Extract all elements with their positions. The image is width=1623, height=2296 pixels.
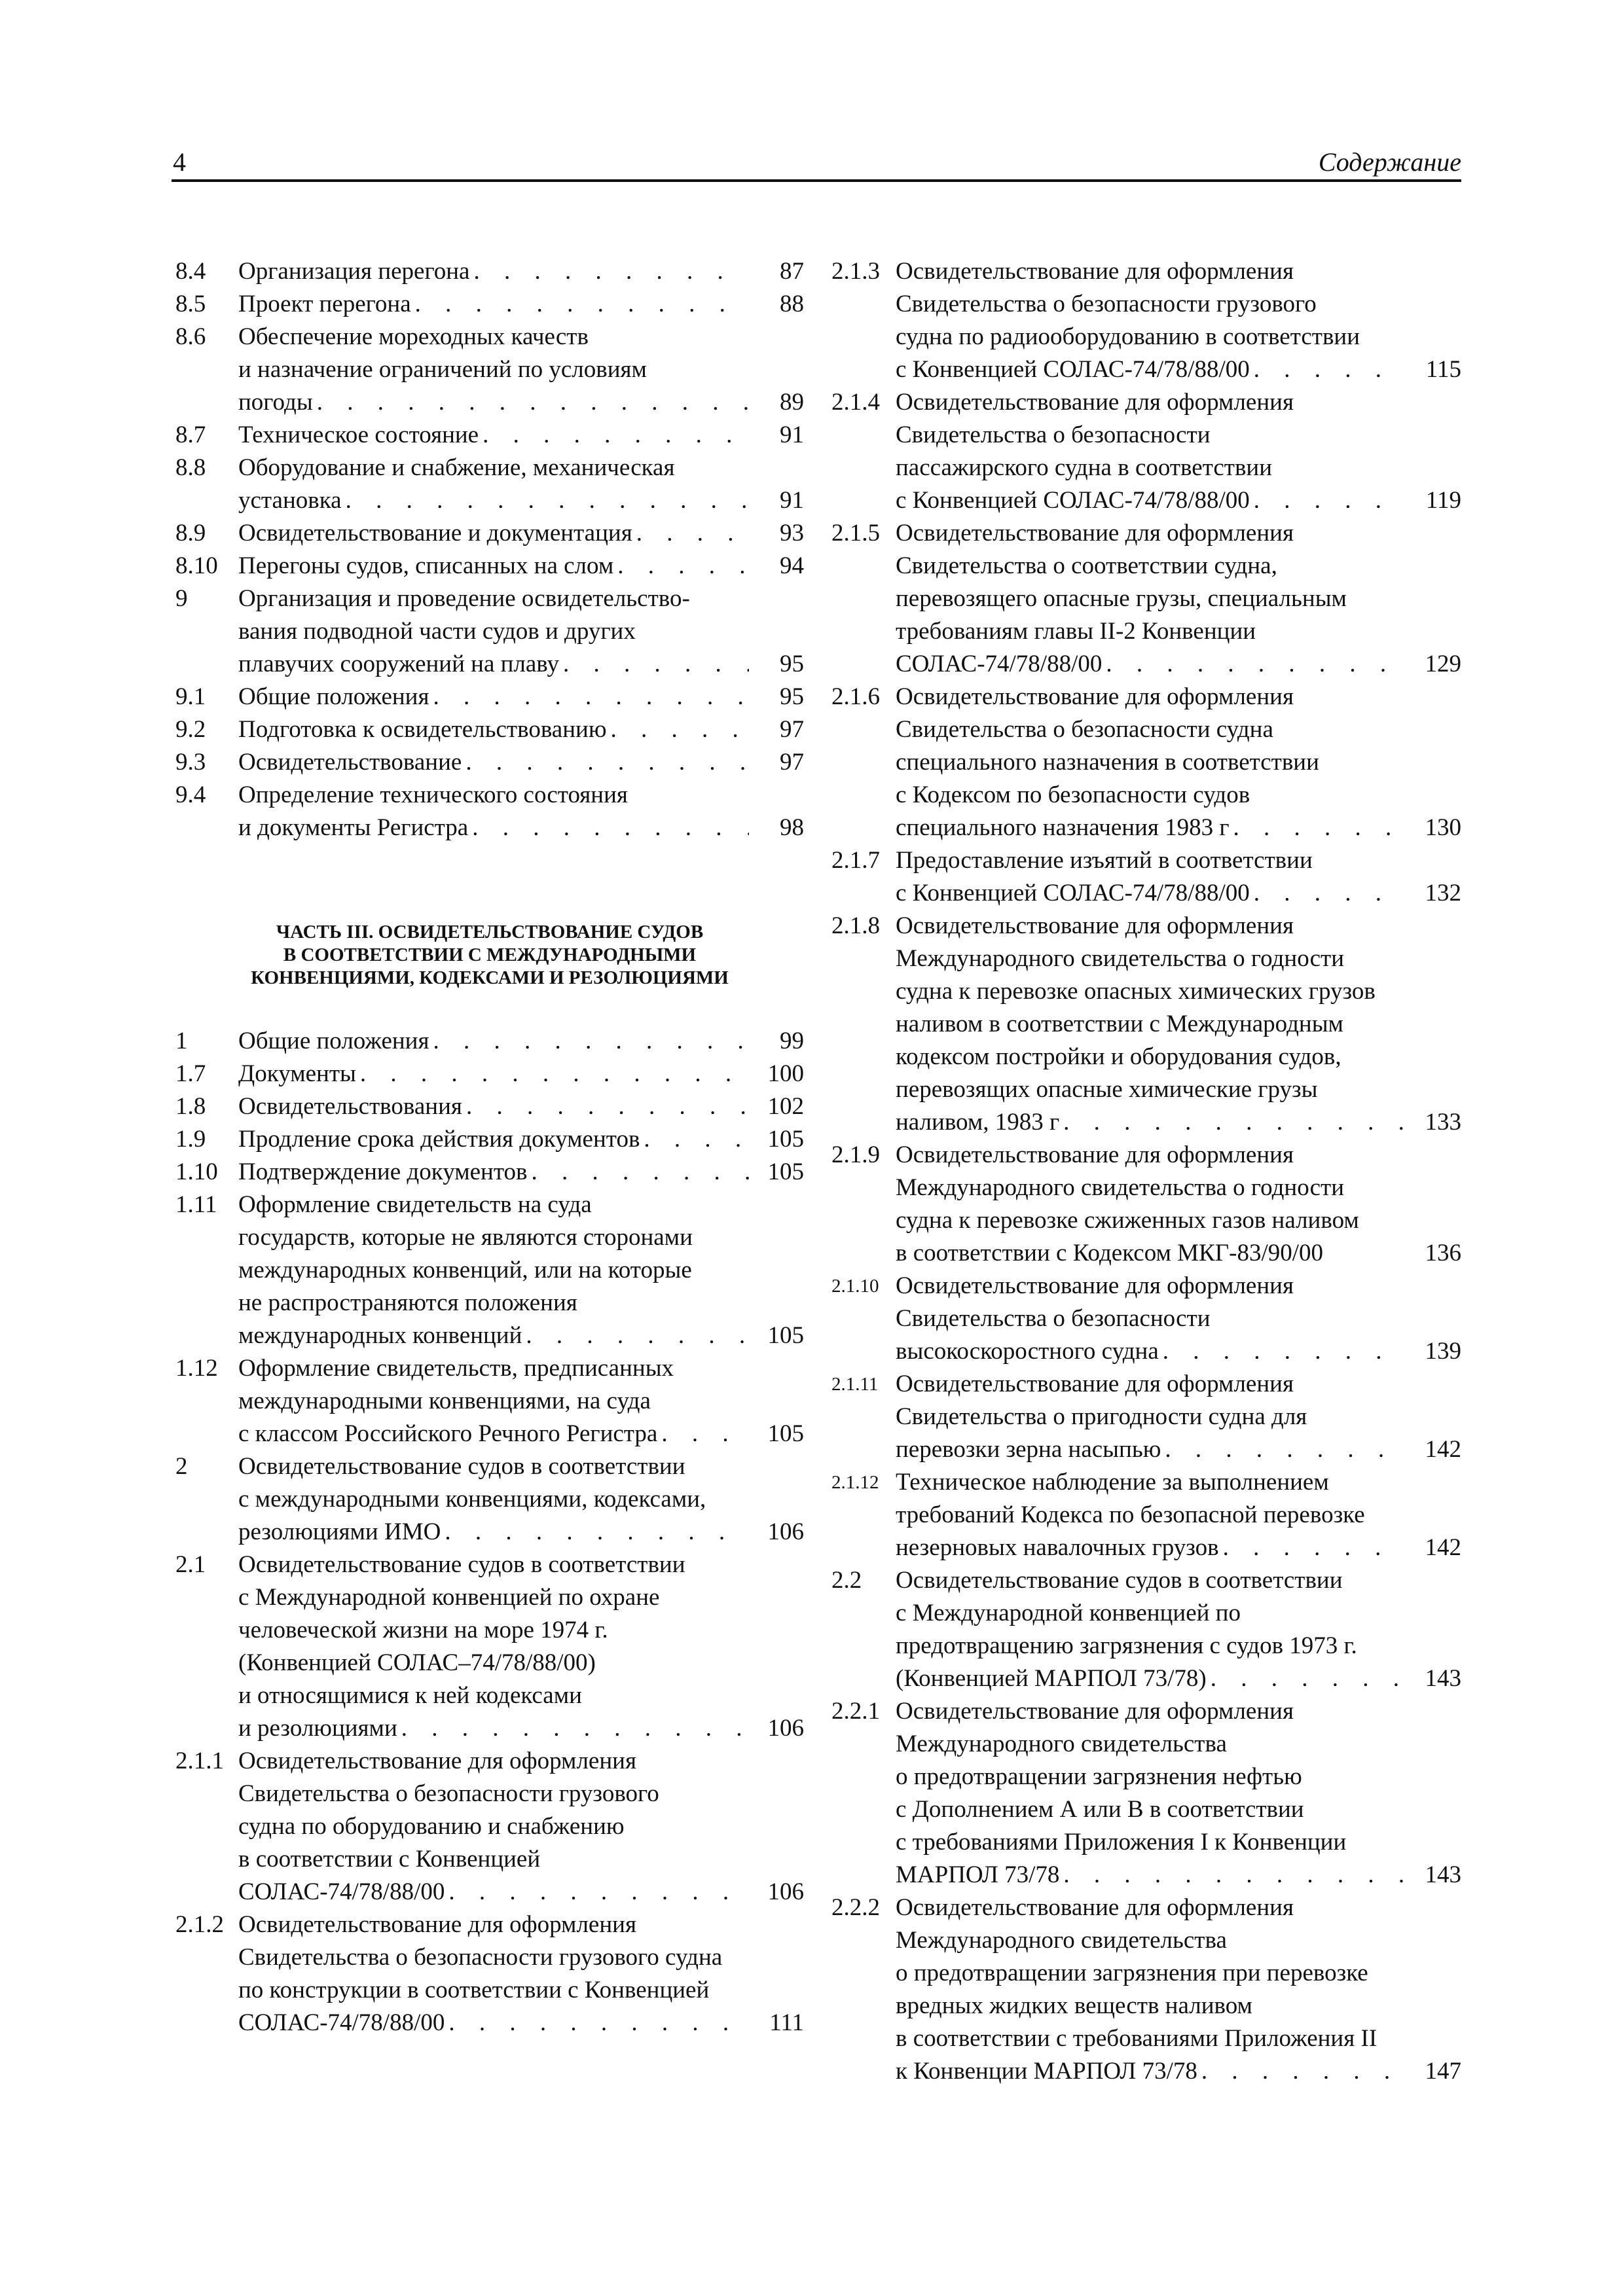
entry-number: 9 [175,585,188,612]
dot-leader [1102,648,1406,681]
entry-number: 8.8 [175,454,206,481]
toc-entry[interactable] [831,1564,1461,1695]
entry-number: 8.4 [175,258,206,285]
page-ref: 95 [780,651,804,677]
entry-title-line: Обеспечение мореходных качеств [238,323,589,350]
entry-title [238,1058,804,1090]
toc-entry[interactable] [831,910,1461,1139]
part-title-line: КОНВЕНЦИЯМИ, КОДЕКСАМИ И РЕЗОЛЮЦИЯМИ [251,967,729,988]
entry-number: 8.6 [175,323,206,350]
entry-title [238,1025,804,1058]
page-ref: 119 [1425,487,1461,514]
entry-title [238,1549,804,1745]
dot-leader [1250,877,1406,910]
entry-title [238,288,804,321]
entry-number: 2 [175,1453,188,1480]
dot-leader [397,1712,749,1745]
toc-entry[interactable] [175,1123,804,1156]
entry-title [896,1139,1461,1270]
dot-leader [606,713,749,746]
toc-left-column [175,255,804,2039]
entry-title-line: международных конвенций, или на которые [238,1257,692,1283]
toc-entry[interactable] [175,1156,804,1189]
entry-title [238,1156,804,1189]
page-ref: 97 [780,716,804,743]
entry-title-line: о предотвращении загрязнения нефтью [896,1763,1302,1790]
dot-leader [657,1418,749,1450]
entry-title-line: и документы Регистра [238,814,469,841]
entry-title-line: Освидетельствование [238,749,462,776]
dot-leader [640,1123,749,1156]
part-title [175,921,804,990]
entry-title [896,517,1461,681]
entry-title-line: Свидетельства о безопасности грузового [896,291,1317,317]
page-ref: 89 [780,389,804,416]
toc-entry[interactable] [831,1695,1461,1892]
entry-title-line: судна по радиооборудованию в соответствии [896,323,1360,350]
entry-title-line: Освидетельствование для оформления [896,258,1294,285]
entry-title [238,746,804,779]
entry-title-line: Освидетельствование для оформления [896,520,1294,547]
entry-title-line: специального назначения в соответствии [896,749,1319,776]
part-title-line: ЧАСТЬ III. ОСВИДЕТЕЛЬСТВОВАНИЕ СУДОВ [276,922,704,942]
entry-title [896,910,1461,1139]
entry-title-line: Документы [238,1060,356,1087]
entry-title-line: СОЛАС-74/78/88/00 [238,2009,445,2036]
entry-title-line: в соответствии с Конвенцией [238,1846,541,1873]
entry-title-line: установка [238,487,342,514]
page-ref: 95 [780,683,804,710]
entry-number: 1.9 [175,1126,206,1153]
entry-title-line: Освидетельствование для оформления [896,389,1294,416]
entry-title-line: судна к перевозке опасных химических грузов [896,978,1376,1005]
dot-leader [462,1090,749,1123]
entry-title-line: государств, которые не являются сторонами [238,1224,693,1251]
entry-title-line: Освидетельствование судов в соответствии [238,1453,685,1480]
toc-entry[interactable] [831,844,1461,910]
entry-title-line: Организация и проведение освидетельство- [238,585,690,612]
entry-title [896,681,1461,844]
entry-title-line: предотвращению загрязнения с судов 1973 г. [896,1632,1357,1659]
entry-title-line: Освидетельствования [238,1093,462,1120]
page-ref: 91 [780,487,804,514]
entry-title-line: Перегоны судов, списанных на слом [238,552,614,579]
entry-title [238,419,804,452]
dot-leader [559,648,749,681]
entry-number: 2.1.1 [175,1748,224,1774]
page-ref: 147 [1425,2058,1461,2085]
entry-number: 1 [175,1028,188,1054]
toc-entry[interactable] [175,746,804,779]
page-ref: 143 [1425,1665,1461,1692]
toc-entry[interactable] [175,1745,804,1909]
entry-title-line: Проект перегона [238,291,411,317]
page-ref: 133 [1425,1109,1461,1136]
entry-title [238,681,804,713]
toc-entry[interactable] [831,1270,1461,1368]
entry-title-line: вания подводной части судов и других [238,618,636,645]
entry-title-line: Предоставление изъятий в соответствии [896,847,1313,874]
toc-entry[interactable] [175,681,804,713]
toc-entry[interactable] [175,1025,804,1058]
toc-group-part-three [175,1025,804,2039]
entry-title-line: Освидетельствование для оформления [896,1371,1294,1397]
entry-title-line: Определение технического состояния [238,781,628,808]
entry-title-line: к Конвенции МАРПОЛ 73/78 [896,2058,1197,2085]
toc-entry[interactable] [175,1352,804,1450]
entry-title-line: с Дополнением А или В в соответствии [896,1796,1304,1823]
entry-title-line: человеческой жизни на море 1974 г. [238,1617,608,1643]
toc-entry[interactable] [175,1090,804,1123]
entry-title-line: с классом Российского Речного Регистра [238,1420,658,1447]
entry-number: 1.12 [175,1355,218,1382]
dot-leader [445,2007,749,2039]
toc-entry[interactable] [175,288,804,321]
dot-leader [522,1319,749,1352]
entry-title-line: резолюциями ИМО [238,1518,441,1545]
toc-entry[interactable] [175,1450,804,1549]
entry-title-line: Техническое наблюдение за выполнением [896,1469,1329,1496]
dot-leader [469,255,749,288]
toc-entry[interactable] [831,1892,1461,2088]
entry-number: 2.1.2 [175,1911,224,1938]
entry-title-line: СОЛАС-74/78/88/00 [896,651,1103,677]
entry-title-line: Продление срока действия документов [238,1126,640,1153]
entry-number: 2.1.6 [831,683,880,710]
entry-title [238,517,804,550]
page-ref: 130 [1425,814,1461,841]
entry-title-line: (Конвенцией МАРПОЛ 73/78) [896,1665,1207,1692]
entry-title-line: Освидетельствование для оформления [896,1894,1294,1921]
dot-leader [632,517,749,550]
entry-title-line: международными конвенциями, на суда [238,1388,651,1414]
entry-title-line: Свидетельства о безопасности грузового судна [238,1944,723,1971]
entry-title-line: в соответствии с требованиями Приложения II [896,2025,1377,2052]
dot-leader [1197,2055,1406,2088]
entry-title-line: Общие положения [238,683,429,710]
dot-leader [468,812,749,844]
dot-leader [1250,353,1406,386]
dot-leader [462,746,749,779]
entry-number: 1.8 [175,1093,206,1120]
entry-title-line: по конструкции в соответствии с Конвенцией [238,1977,710,2003]
entry-title-line: СОЛАС-74/78/88/00 [238,1878,445,1905]
entry-title [896,844,1461,910]
dot-leader [613,550,749,583]
dot-leader [1250,484,1406,517]
dot-leader [1059,1859,1406,1892]
dot-leader [411,288,749,321]
toc-entry[interactable] [175,517,804,550]
entry-title-line: высокоскоростного судна [896,1338,1159,1365]
entry-title [238,550,804,583]
dot-leader [441,1516,749,1549]
entry-title-line: и назначение ограничений по условиям [238,356,647,383]
dot-leader [429,1025,749,1058]
dot-leader [528,1156,750,1189]
entry-number: 2.1.12 [831,1472,879,1493]
dot-leader [1230,812,1406,844]
entry-title [238,779,804,844]
entry-title-line: наливом, 1983 г [896,1109,1060,1136]
entry-title-line: международных конвенций [238,1322,522,1349]
entry-title [238,452,804,517]
page-ref: 105 [767,1322,804,1349]
entry-number: 2.2.1 [831,1698,880,1725]
entry-title [238,713,804,746]
entry-title [238,1745,804,1909]
page-ref: 142 [1425,1534,1461,1561]
entry-title [896,1270,1461,1368]
entry-title-line: Свидетельства о пригодности судна для [896,1403,1307,1430]
entry-number: 2.1.8 [831,912,880,939]
entry-title-line: Освидетельствование для оформления [896,912,1294,939]
entry-title-line: незерновых навалочных грузов [896,1534,1219,1561]
entry-number: 2.1.9 [831,1141,880,1168]
toc-group-right [831,255,1461,2088]
entry-title-line: Техническое состояние [238,422,479,448]
entry-title [238,1450,804,1549]
dot-leader [342,484,749,517]
page-ref: 97 [780,749,804,776]
toc-entry[interactable] [175,419,804,452]
entry-title [238,1090,804,1123]
entry-title-line: Освидетельствование для оформления [238,1911,636,1938]
page-ref: 139 [1425,1338,1461,1365]
entry-title-line: перевозки зерна насыпью [896,1436,1161,1463]
entry-title-line: специального назначения 1983 г [896,814,1230,841]
dot-leader [356,1058,749,1090]
entry-title [238,321,804,419]
entry-title-line: МАРПОЛ 73/78 [896,1861,1060,1888]
entry-number: 1.10 [175,1158,218,1185]
entry-title-line: кодексом постройки и оборудования судов, [896,1043,1341,1070]
dot-leader [445,1876,749,1909]
toc-entry[interactable] [175,583,804,681]
page-ref: 132 [1425,880,1461,906]
entry-title [238,1189,804,1352]
toc-entry[interactable] [831,386,1461,517]
running-title: Содержание [1318,147,1461,177]
page-ref: 129 [1425,651,1461,677]
entry-title-line: Свидетельства о соответствии судна, [896,552,1277,579]
entry-title-line: перевозящих опасные химические грузы [896,1076,1318,1103]
entry-number: 9.4 [175,781,206,808]
page-ref: 87 [780,258,804,285]
entry-title [896,255,1461,386]
entry-title [896,1466,1461,1564]
entry-title-line: Подтверждение документов [238,1158,528,1185]
entry-title-line: Освидетельствование для оформления [238,1748,636,1774]
page-ref: 98 [780,814,804,841]
entry-number: 2.1.10 [831,1276,879,1297]
entry-title-line: и резолюциями [238,1715,397,1742]
toc-entry[interactable] [831,1139,1461,1270]
entry-title-line: Международного свидетельства [896,1927,1227,1954]
page-ref: 106 [767,1878,804,1905]
entry-number: 8.9 [175,520,206,547]
entry-title-line: Международного свидетельства о годности [896,1174,1345,1201]
entry-number: 9.2 [175,716,206,743]
entry-title-line: Освидетельствование для оформления [896,683,1294,710]
entry-title-line: плавучих сооружений на плаву [238,651,560,677]
entry-title-line: судна по оборудованию и снабжению [238,1813,625,1840]
entry-title-line: Оформление свидетельств, предписанных [238,1355,674,1382]
toc-entry[interactable] [831,1466,1461,1564]
toc-right-column [831,255,1461,2088]
entry-title-line: требований Кодекса по безопасной перевозке [896,1501,1365,1528]
entry-title-line: вредных жидких веществ наливом [896,1992,1252,2019]
entry-title-line: Свидетельства о безопасности судна [896,716,1273,743]
dot-leader [1207,1662,1406,1695]
page-number: 4 [173,147,186,177]
entry-title [238,255,804,288]
entry-number: 8.10 [175,552,218,579]
entry-title-line: с международными конвенциями, кодексами, [238,1486,706,1513]
entry-title [896,1368,1461,1466]
toc-entry[interactable] [175,779,804,844]
dot-leader [1219,1532,1406,1564]
entry-title-line: с Международной конвенцией по охране [238,1584,660,1611]
entry-title [238,1123,804,1156]
entry-title-line: с Международной конвенцией по [896,1600,1241,1626]
entry-title-line: с требованиями Приложения I к Конвенции [896,1829,1347,1856]
entry-title-line: с Кодексом по безопасности судов [896,781,1250,808]
entry-title-line: Освидетельствование судов в соответствии [896,1567,1343,1594]
entry-title-line: пассажирского судна в соответствии [896,454,1273,481]
page-ref: 143 [1425,1861,1461,1888]
entry-title-line: Освидетельствование для оформления [896,1141,1294,1168]
entry-number: 8.5 [175,291,206,317]
entry-title-line: Международного свидетельства о годности [896,945,1345,972]
page-ref: 88 [780,291,804,317]
page-ref: 105 [767,1420,804,1447]
entry-title-line: погоды [238,389,313,416]
entry-title-line: Оборудование и снабжение, механическая [238,454,675,481]
entry-title [238,583,804,681]
toc-entry[interactable] [175,452,804,517]
entry-number: 2.2.2 [831,1894,880,1921]
entry-title-line: Оформление свидетельств на суда [238,1191,592,1218]
toc-entry[interactable] [175,1909,804,2039]
toc-entry[interactable] [175,713,804,746]
page-ref: 93 [780,520,804,547]
toc-entry[interactable] [831,255,1461,386]
page-header [172,145,1461,182]
entry-number: 9.1 [175,683,206,710]
entry-title-line: (Конвенцией СОЛАС–74/78/88/00) [238,1649,596,1676]
toc-entry[interactable] [175,1058,804,1090]
page-ref: 106 [767,1715,804,1742]
entry-title [896,1564,1461,1695]
toc-entry[interactable] [831,681,1461,844]
entry-title [896,1695,1461,1892]
dot-leader [1161,1433,1406,1466]
entry-number: 2.1.4 [831,389,880,416]
page-ref: 102 [767,1093,804,1120]
entry-title [238,1352,804,1450]
entry-number: 2.1.3 [831,258,880,285]
entry-title-line: Организация перегона [238,258,470,285]
entry-title-line: Освидетельствование и документация [238,520,632,547]
entry-title-line: Свидетельства о безопасности грузового [238,1780,659,1807]
toc-entry[interactable] [175,550,804,583]
entry-number: 2.1.5 [831,520,880,547]
entry-title-line: требованиям главы II-2 Конвенции [896,618,1256,645]
entry-title-line: в соответствии с Кодексом МКГ-83/90/00 [896,1240,1324,1266]
toc-group-part-two [175,255,804,844]
page-ref: 115 [1425,356,1461,383]
toc-entry[interactable] [175,1549,804,1745]
page-ref: 106 [767,1518,804,1545]
page-ref: 142 [1425,1436,1461,1463]
dot-leader [1059,1106,1406,1139]
toc-entry[interactable] [175,255,804,288]
entry-title-line: Подготовка к освидетельствованию [238,716,607,743]
page-ref: 99 [780,1028,804,1054]
page-ref: 100 [767,1060,804,1087]
toc-entry[interactable] [831,517,1461,681]
entry-title-line: Освидетельствование для оформления [896,1698,1294,1725]
entry-title-line: не распространяются положения [238,1289,577,1316]
entry-title-line: перевозящего опасные грузы, специальным [896,585,1347,612]
entry-title-line: о предотвращении загрязнения при перевозке [896,1960,1368,1986]
entry-number: 2.1.7 [831,847,880,874]
entry-title-line: Освидетельствование для оформления [896,1272,1294,1299]
entry-title-line: Освидетельствование судов в соответствии [238,1551,685,1578]
dot-leader [1159,1335,1406,1368]
entry-title-line: Свидетельства о безопасности [896,422,1211,448]
page-ref: 105 [767,1126,804,1153]
entry-title-line: Общие положения [238,1028,429,1054]
entry-title [896,386,1461,517]
toc-entry[interactable] [175,321,804,419]
entry-title-line: с Конвенцией СОЛАС-74/78/88/00 [896,487,1250,514]
page-ref: 136 [1425,1240,1461,1266]
entry-title-line: наливом в соответствии с Международным [896,1011,1343,1037]
page-ref: 91 [780,422,804,448]
page-ref: 111 [769,2009,804,2036]
entry-number: 1.7 [175,1060,206,1087]
toc-entry[interactable] [831,1368,1461,1466]
entry-number: 1.11 [175,1191,217,1218]
entry-title-line: с Конвенцией СОЛАС-74/78/88/00 [896,880,1250,906]
entry-number: 2.1 [175,1551,206,1578]
entry-title-line: и относящимися к ней кодексами [238,1682,582,1709]
entry-title-line: Международного свидетельства [896,1731,1227,1757]
toc-entry[interactable] [175,1189,804,1352]
page-ref: 105 [767,1158,804,1185]
entry-number: 2.1.11 [831,1374,879,1395]
dot-leader [429,681,749,713]
entry-title-line: с Конвенцией СОЛАС-74/78/88/00 [896,356,1250,383]
entry-number: 9.3 [175,749,206,776]
page-ref: 94 [780,552,804,579]
part-title-line: В СООТВЕТСТВИИ С МЕЖДУНАРОДНЫМИ [283,944,697,965]
entry-title-line: судна к перевозке сжиженных газов наливом [896,1207,1359,1234]
entry-number: 8.7 [175,422,206,448]
dot-leader [479,419,749,452]
entry-title [896,1892,1461,2088]
entry-number: 2.2 [831,1567,862,1594]
entry-title [238,1909,804,2039]
dot-leader [313,386,749,419]
entry-title-line: Свидетельства о безопасности [896,1305,1211,1332]
